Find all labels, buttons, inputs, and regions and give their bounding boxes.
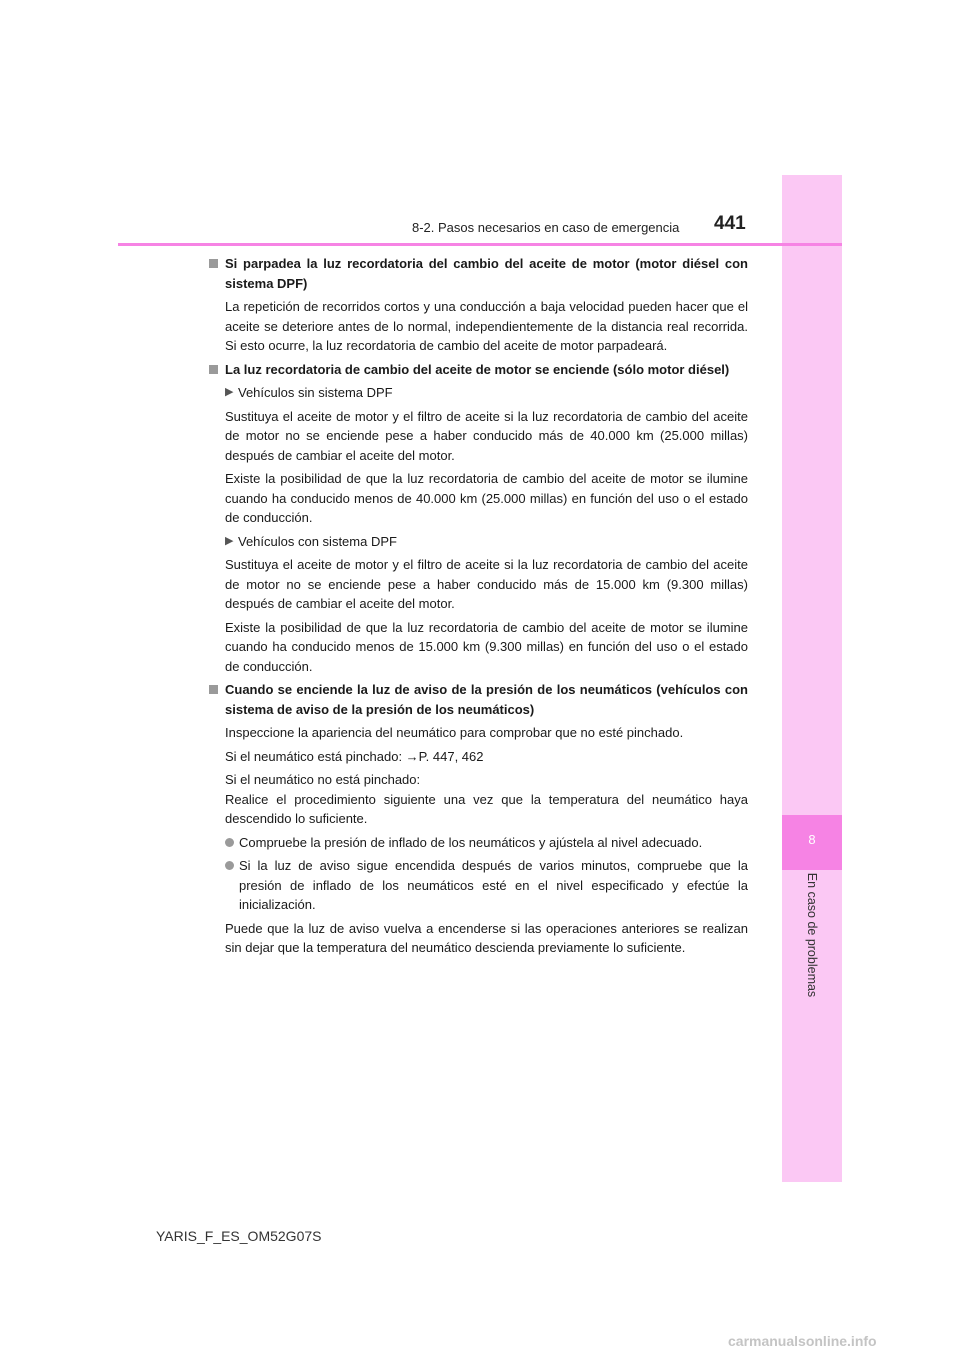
paragraph: La repetición de recorridos cortos y una conducción a baja velocidad pueden hacer que el aceite se deteriore antes de lo normal, independientemente de la distancia real recorrida. Si esto ocurre, la luz recordatoria de cambio del aceite de motor parpadeará.	[225, 299, 748, 353]
triangle-right-icon: ▶	[225, 534, 234, 547]
square-bullet-icon	[209, 365, 218, 374]
subheading: ▶ Vehículos sin sistema DPF	[208, 383, 748, 403]
section-heading: Si parpadea la luz recordatoria del cambio del aceite de motor (motor diésel con sistema DPF)	[208, 254, 748, 293]
paragraph: Existe la posibilidad de que la luz recordatoria de cambio del aceite de motor se ilumine cuando ha conducido menos de 15.000 km (9.300 millas) en función del uso o el estado de conducción.	[225, 619, 748, 674]
paragraph: Puede que la luz de aviso vuelva a encenderse si las operaciones anteriores se realizan sin dejar que la temperatura del neumático descienda previamente lo suficiente.	[225, 920, 748, 955]
circle-bullet-icon	[225, 861, 234, 870]
list-item: Si la luz de aviso sigue encendida después de varios minutos, compruebe que la presión de inflado de los neumáticos esté en el nivel especificado y efectúe la inicialización.	[208, 856, 748, 915]
circle-bullet-icon	[225, 838, 234, 847]
list-item: Compruebe la presión de inflado de los neumáticos y ajústela al nivel adecuado.	[208, 833, 748, 853]
header-divider	[118, 243, 842, 246]
watermark: carmanualsonline.info	[728, 1333, 877, 1349]
paragraph: Si el neumático no está pinchado: Realice el procedimiento siguiente una vez que la temperatura del neumático haya descendido lo suficiente.	[225, 772, 748, 826]
document-code: YARIS_F_ES_OM52G07S	[156, 1228, 322, 1244]
chapter-number: 8	[808, 832, 816, 847]
side-strip	[782, 175, 842, 1182]
page-reference: Si el neumático está pinchado: →P. 447, 462	[225, 748, 484, 764]
paragraph: Existe la posibilidad de que la luz recordatoria de cambio del aceite de motor se ilumine cuando ha conducido menos de 40.000 km (25.000 millas) en función del uso o el estado de conducción.	[225, 471, 748, 525]
paragraph: Sustituya el aceite de motor y el filtro de aceite si la luz recordatoria de cambio del aceite de motor no se enciende pese a haber conducido más de 15.000 km (9.300 millas) después de cambiar el aceite del motor.	[225, 557, 748, 611]
triangle-right-icon: ▶	[225, 386, 234, 398]
paragraph: Sustituya el aceite de motor y el filtro de aceite si la luz recordatoria de cambio del aceite de motor no se enciende pese a haber conducido más de 40.000 km (25.000 millas) después de cambiar el aceite del motor.	[225, 408, 748, 463]
chapter-label: En caso de problemas	[805, 872, 819, 998]
subheading: ▶ Vehículos con sistema DPF	[208, 532, 748, 552]
section-heading: La luz recordatoria de cambio del aceite de motor se enciende (sólo motor diésel)	[208, 360, 748, 380]
square-bullet-icon	[209, 259, 218, 268]
section-heading: Cuando se enciende la luz de aviso de la presión de los neumáticos (vehículos con sistema de aviso de la presión de los neumáticos)	[208, 680, 748, 719]
paragraph: Inspeccione la apariencia del neumático para comprobar que no esté pinchado.	[225, 725, 684, 740]
square-bullet-icon	[209, 685, 218, 694]
page-number: 441	[714, 213, 746, 234]
page-content	[208, 254, 748, 962]
section-title: 8-2. Pasos necesarios en caso de emergencia	[412, 220, 680, 235]
